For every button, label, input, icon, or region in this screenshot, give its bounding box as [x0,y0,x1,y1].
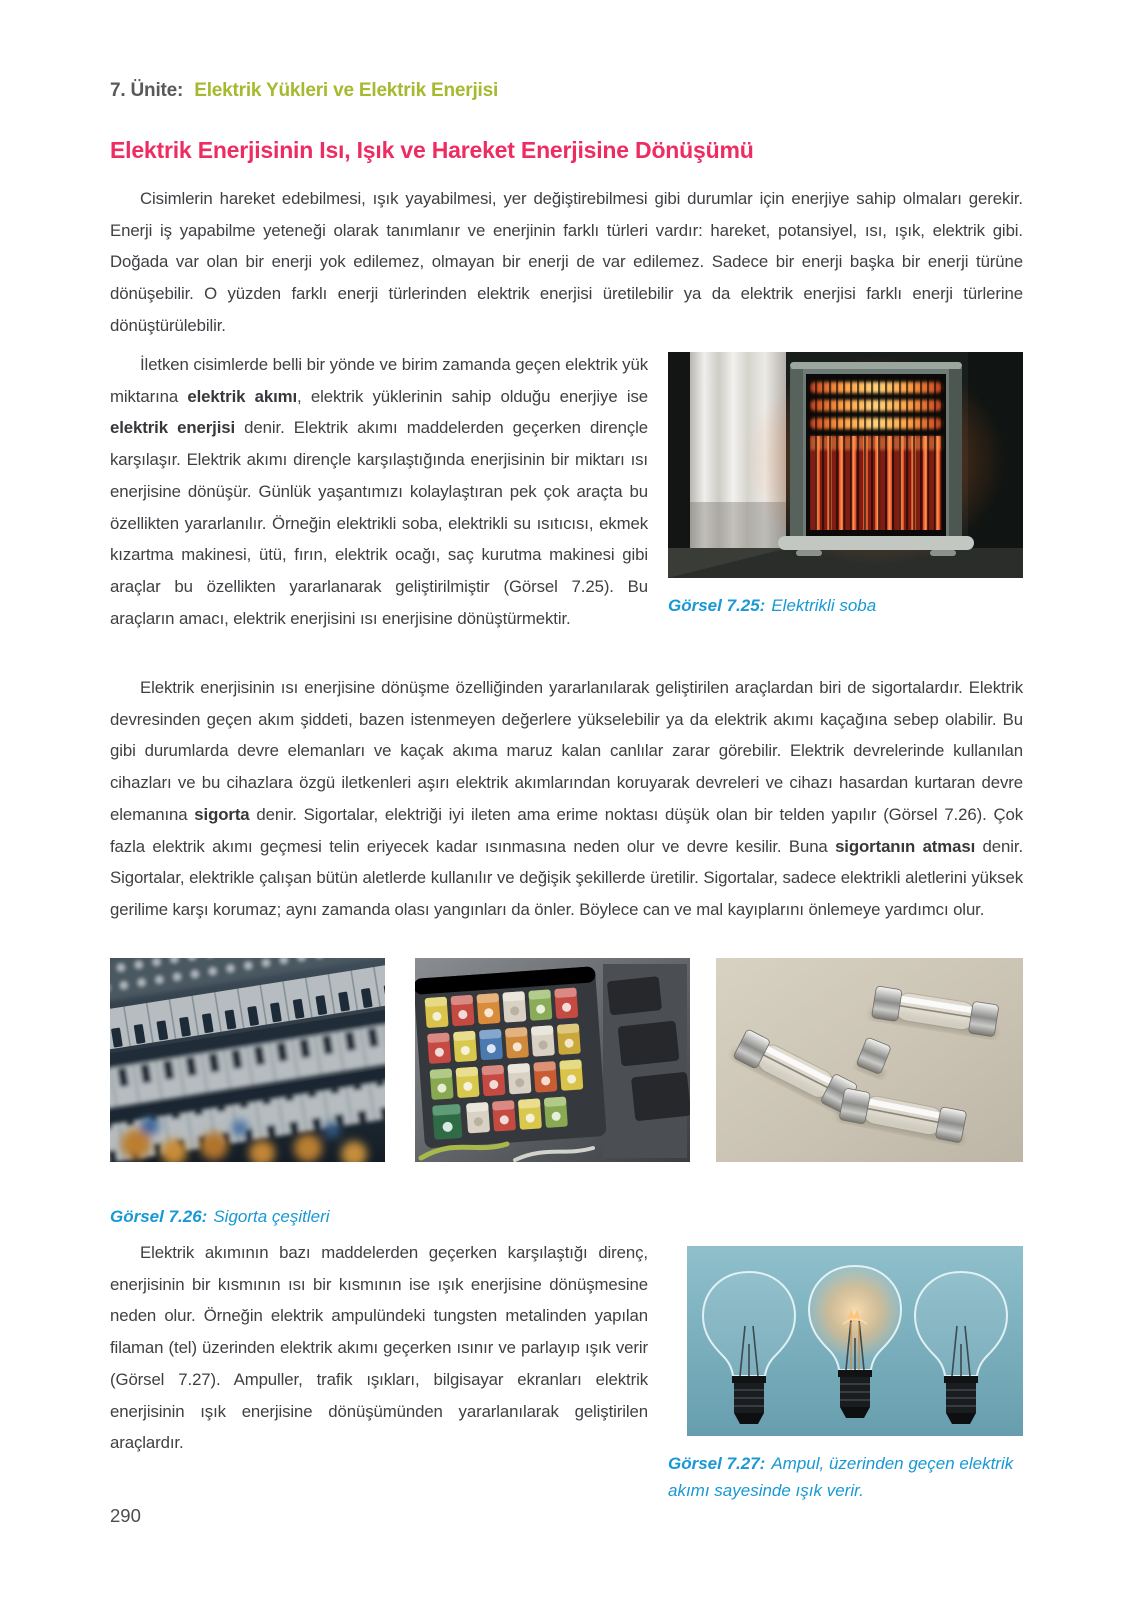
figure-text-725: Elektrikli soba [771,596,877,615]
figure-caption-727 [668,1450,1038,1504]
car-fusebox-photo [415,958,690,1162]
section-title: Elektrik Enerjisinin Isı, Işık ve Hareket Enerjisine Dönüşümü [110,137,754,163]
figure-label-725: Görsel 7.25: [668,596,766,615]
unit-label: 7. Ünite: [110,80,184,101]
figure-label-726: Görsel 7.26: [110,1207,208,1226]
paragraph-light-energy: Elektrik akımının bazı maddelerden geçerken karşılaştığı direnç, enerjisinin bir kısmının ısı bir kısmının ise ışık enerjisine dönüşmesine neden olur. Örneğin elektrik ampulündeki tungsten metalinden yapılan filaman (tel) üzerinden elektrik akımı geçerken ısınır ve parlayıp ışık verir (Görsel 7.27). Ampuller, trafik ışıkları, bilgisayar ekranları elektrik enerjisinin ışık enerjisine dönüşümünden yararlanılarak geliştirilen araçlardır. [110,1243,648,1453]
figure-label-727: Görsel 7.27: [668,1454,766,1473]
paragraph-electric-current: İletken cisimlerde belli bir yönde ve birim zamanda geçen elektrik yük miktarına elektrik akımı, elektrik yüklerinin sahip olduğu enerjiye ise elektrik enerjisi denir. Elektrik akımı maddelerden geçerken dirençle karşılaşır. Elektrik akımı dirençle karşılaştığında enerjisinin bir miktarı ısı enerjisine dönüşür. Günlük yaşantımızı kolaylaştıran pek çok araçta bu özellikten yararlanılır. Örneğin elektrikli soba, elektrikli su ısıtıcısı, ekmek kızartma makinesi, ütü, fırın, elektrik ocağı, saç kurutma makinesi gibi araçlar bu özellikten yararlanarak geliştirilmiştir (Görsel 7.25). Bu araçların amacı, elektrik enerjisini ısı enerjisine dönüştürmektir. [110,355,648,628]
figure-text-727: Ampul, üzerinden geçen elektrik akımı sayesinde ışık verir. [668,1454,1014,1500]
heater-photo [668,352,1023,578]
figure-caption-726 [110,1203,610,1230]
breaker-panel-photo [110,958,385,1162]
unit-header [110,80,498,102]
lightbulbs-photo [687,1246,1023,1436]
unit-title: Elektrik Yükleri ve Elektrik Enerjisi [194,80,499,101]
figure-text-726: Sigorta çeşitleri [213,1207,330,1226]
figure-caption-725 [668,592,1023,619]
paragraph-intro: Cisimlerin hareket edebilmesi, ışık yayabilmesi, yer değiştirebilmesi gibi durumlar için enerjiye sahip olmaları gerekir. Enerji iş yapabilme yeteneği olarak tanımlanır ve enerjinin farklı türleri vardır: hareket, potansiyel, ısı, ışık, elektrik gibi. Doğada var olan bir enerji yok edilemez, olmayan bir enerji de var edilemez. Sadece bir enerji başka bir enerji türüne dönüşebilir. O yüzden farklı enerji türlerinden elektrik enerjisi üretilebilir ya da elektrik enerjisi farklı enerji türlerine dönüştürülebilir. [110,189,1023,335]
page-number: 290 [110,1505,141,1526]
paragraph-fuse: Elektrik enerjisinin ısı enerjisine dönüşme özelliğinden yararlanılarak geliştirilen araçlardan biri de sigortalardır. Elektrik devresinden geçen akım şiddeti, bazen istenmeyen değerlere yükselebilir ya da elektrik akımı kaçağına sebep olabilir. Bu gibi durumlarda devre elemanları ve kaçak akıma maruz kalan canlılar zarar görebilir. Elektrik devrelerinde kullanılan cihazları ve bu cihazlara özgü iletkenleri aşırı elektrik akımlarından koruyarak devreleri ve cihazı hasardan kurtaran devre elemanına sigorta denir. Sigortalar, elektriği iyi ileten ama erime noktası düşük olan bir telden yapılır (Görsel 7.26). Çok fazla elektrik akımı geçmesi telin eriyecek kadar ısınmasına neden olur ve devre kesilir. Buna sigortanın atması denir. Sigortalar, elektrikle çalışan bütün aletlerde kullanılır ve değişik şekillerde üretilir. Sigortalar, sadece elektrikli aletlerini yüksek gerilime karşı korumaz; aynı zamanda olası yangınları da önler. Böylece can ve mal kayıplarını önlemeye yardımcı olur. [110,678,1024,919]
glass-fuses-photo [716,958,1023,1162]
